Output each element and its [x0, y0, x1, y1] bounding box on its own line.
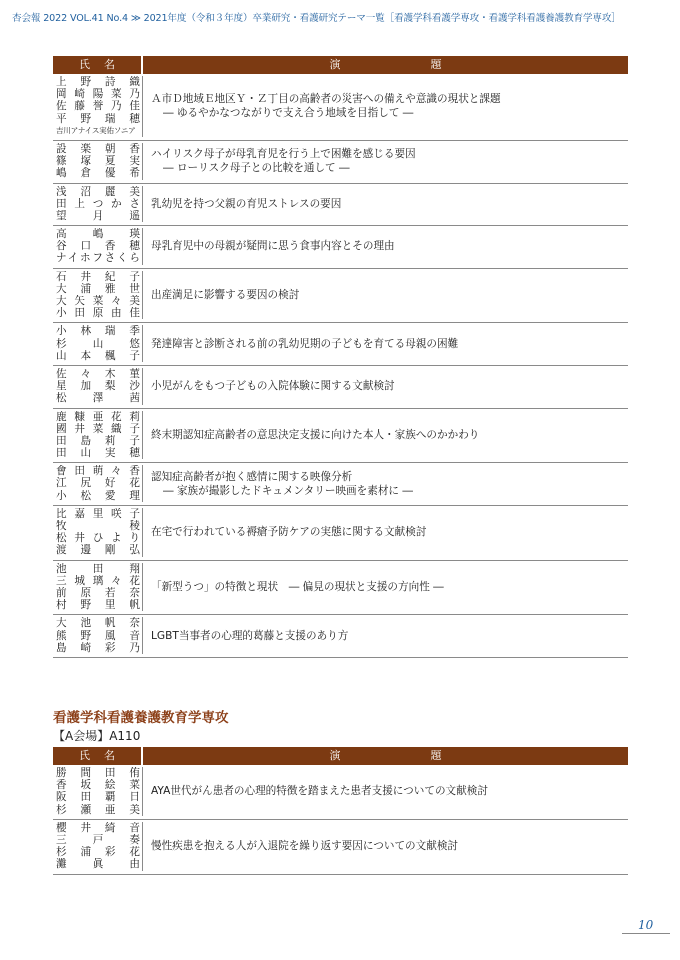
running-header: 杏会報 2022 VOL.41 No.4 ≫ 2021年度（令和３年度）卒業研究・看護研究テーマ一覧［看護学科看護学専攻・看護学科看護養護教育学専攻］	[12, 13, 621, 24]
author-name: 牧稜	[56, 520, 140, 532]
author-name: 會田萌々香	[56, 465, 140, 478]
topic-subtitle: ― ゆるやかなつながりで支え合う地域を目指して ―	[163, 107, 414, 120]
table-row	[53, 74, 628, 141]
author-names	[53, 368, 143, 405]
column-header-title: 演題	[329, 749, 532, 762]
author-names	[53, 617, 143, 654]
author-names	[53, 271, 143, 320]
author-name: 小林瑞季	[56, 325, 140, 338]
author-name: 田島莉子	[56, 434, 140, 447]
author-names	[53, 186, 143, 223]
table-body	[53, 74, 628, 658]
author-name: 小松愛理	[56, 489, 140, 502]
topic-subtitle: ― ローリスク母子との比較を通して ―	[163, 162, 350, 175]
author-name: 谷口香穂	[56, 240, 140, 253]
research-topic	[143, 508, 628, 557]
topic-title: 慢性疾患を抱える人が入退院を繰り返す要因についての文献検討	[151, 840, 459, 853]
table-header	[53, 56, 628, 74]
research-topic	[143, 325, 628, 362]
author-names	[53, 822, 143, 871]
research-topic	[143, 411, 628, 460]
topic-title: 認知症高齢者が抱く感情に関する映像分析	[151, 470, 353, 483]
table-row	[53, 184, 628, 227]
author-name: 星加梨沙	[56, 380, 140, 393]
topic-title: ハイリスク母子が母乳育児を行う上で困難を感じる要因	[151, 148, 416, 161]
author-name: 石井紀子	[56, 270, 140, 283]
topic-title: 出産満足に影響する要因の検討	[151, 289, 300, 301]
author-name: 杉山悠	[56, 337, 140, 350]
author-name: 前原若奈	[56, 586, 140, 599]
research-topic	[143, 368, 628, 405]
column-header-title: 演題	[329, 58, 532, 71]
author-name: 渡邊剛弘	[56, 544, 140, 557]
author-name: 高嶋瑛	[56, 228, 140, 241]
research-topic	[143, 563, 628, 612]
section-title: 看護学科看護養護教育学専攻	[53, 710, 229, 726]
table-row	[53, 366, 628, 409]
research-topic	[143, 465, 628, 502]
table-row	[53, 226, 628, 269]
author-name: 大矢菜々美	[56, 295, 140, 307]
column-header-name: 氏名	[53, 56, 143, 74]
research-topic	[143, 271, 628, 320]
author-name: 山本楓子	[56, 349, 140, 362]
author-name: 村野里帆	[56, 599, 140, 612]
author-names	[53, 411, 143, 460]
topic-title: 発達障害と診断される前の乳幼児期の子どもを育てる母親の困難	[151, 337, 459, 350]
author-name: 浅沼麗美	[56, 185, 140, 198]
author-name: 阪田覇日	[56, 791, 140, 804]
author-name: 松井ひより	[56, 532, 140, 545]
research-topic	[143, 822, 628, 871]
author-name: 比嘉里咲子	[56, 507, 140, 520]
table-row	[53, 820, 628, 875]
table-row	[53, 765, 628, 820]
author-name: 鹿糠亜花莉	[56, 410, 140, 423]
topic-title: AYA世代がん患者の心理的特徴を踏まえた患者支援についての文献検討	[151, 785, 488, 798]
author-name: 設楽朝香	[56, 142, 140, 155]
author-names	[53, 76, 143, 137]
author-name: 櫻井綺音	[56, 821, 140, 834]
author-name: 吉川アナイス実佑ソニア	[56, 125, 136, 135]
author-name: 篠塚夏実	[56, 155, 140, 168]
author-name: 望月遥	[56, 209, 140, 222]
venue-label: 【A会場】A110	[53, 729, 141, 743]
author-name: 上野詩織	[56, 76, 140, 88]
author-name: ナイホフさくら	[56, 252, 140, 265]
author-name: 杉瀬亜美	[56, 803, 140, 816]
author-name: 松澤茜	[56, 392, 140, 405]
topic-title: 「新型うつ」の特徴と現状 ― 偏見の現状と支援の方向性 ―	[151, 580, 444, 593]
topic-title: 終末期認知症高齢者の意思決定支援に向けた本人・家族へのかかわり	[151, 428, 480, 441]
author-name: 香坂絵菜	[56, 779, 140, 792]
author-name: 田山実穂	[56, 447, 140, 460]
column-header-name: 氏名	[53, 747, 143, 765]
research-topic	[143, 186, 628, 223]
author-name: 平野瑞穂	[56, 112, 140, 125]
author-name: 嶋倉優希	[56, 167, 140, 180]
author-names	[53, 563, 143, 612]
author-name: 灘眞由	[56, 858, 140, 871]
topic-title: 乳幼児を持つ父親の育児ストレスの要因	[151, 197, 342, 210]
topic-subtitle: ― 家族が撮影したドキュメンタリー映画を素材に ―	[163, 484, 413, 497]
author-names	[53, 325, 143, 362]
table-row	[53, 561, 628, 616]
author-name: 三戸奏	[56, 833, 140, 846]
table-body	[53, 765, 628, 875]
page-number: 10	[638, 918, 654, 932]
topic-title: Ａ市Ｄ地域Ｅ地区Ｙ・Ｚ丁目の高齢者の災害への備えや意識の現状と課題	[151, 93, 501, 106]
footer-rule	[622, 933, 670, 934]
table-row	[53, 323, 628, 366]
table-row	[53, 409, 628, 464]
author-name: 江尻好花	[56, 477, 140, 490]
table-row	[53, 141, 628, 184]
topic-title: LGBT当事者の心理的葛藤と支援のあり方	[151, 629, 349, 642]
author-names	[53, 143, 143, 180]
research-topic	[143, 76, 628, 137]
author-name: 佐々木菫	[56, 367, 140, 380]
topic-title: 在宅で行われている褥瘡予防ケアの実態に関する文献検討	[151, 526, 427, 539]
table-row	[53, 506, 628, 561]
research-topic	[143, 143, 628, 180]
table-header	[53, 747, 628, 765]
author-name: 杉浦彩花	[56, 846, 140, 859]
author-name: 大浦雅世	[56, 282, 140, 295]
research-table-nursing-education	[53, 747, 628, 875]
table-row	[53, 463, 628, 506]
author-name: 勝間田侑	[56, 767, 140, 779]
research-table-nursing	[53, 56, 628, 658]
author-name: 熊野風音	[56, 629, 140, 642]
table-row	[53, 269, 628, 324]
topic-title: 母乳育児中の母親が疑問に思う食事内容とその理由	[151, 240, 395, 253]
author-name: 小田原由佳	[56, 307, 140, 320]
author-name: 三城璃々花	[56, 574, 140, 587]
author-names	[53, 465, 143, 502]
author-names	[53, 228, 143, 265]
author-name: 佐藤誉乃佳	[56, 100, 140, 113]
research-topic	[143, 767, 628, 816]
research-topic	[143, 617, 628, 654]
author-names	[53, 767, 143, 816]
author-name: 岡崎陽菜乃	[56, 88, 140, 101]
author-names	[53, 508, 143, 557]
author-name: 田上つかさ	[56, 197, 140, 210]
author-name: 國井菜織子	[56, 422, 140, 435]
author-name: 島崎彩乃	[56, 641, 140, 654]
author-name: 大池帆奈	[56, 617, 140, 630]
author-name: 池田翔	[56, 562, 140, 575]
research-topic	[143, 228, 628, 265]
table-row	[53, 615, 628, 658]
topic-title: 小児がんをもつ子どもの入院体験に関する文献検討	[151, 380, 395, 393]
